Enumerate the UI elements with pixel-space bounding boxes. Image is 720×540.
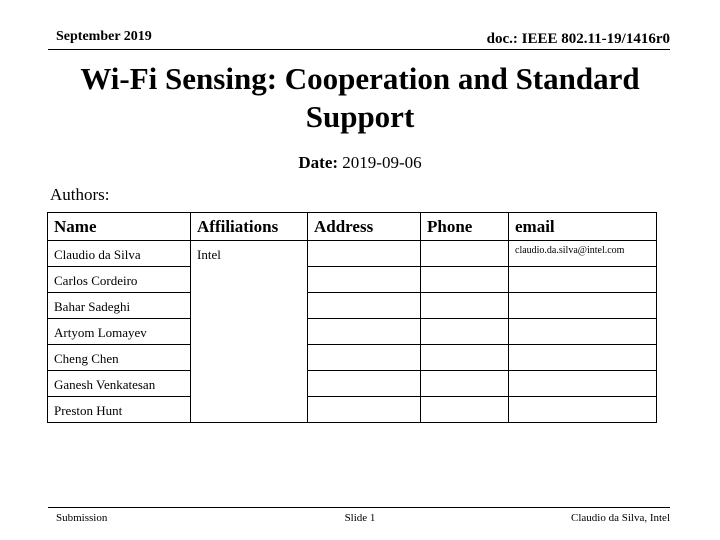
footer-author: Claudio da Silva, Intel bbox=[571, 512, 670, 524]
author-name: Preston Hunt bbox=[48, 397, 191, 423]
author-email bbox=[509, 293, 657, 319]
column-header-name: Name bbox=[48, 213, 191, 241]
date-label: Date: bbox=[298, 153, 339, 172]
column-header-phone: Phone bbox=[421, 213, 509, 241]
table-row bbox=[48, 345, 657, 371]
author-phone bbox=[421, 293, 509, 319]
slide-number: Slide 1 bbox=[344, 512, 376, 524]
column-header-address: Address bbox=[308, 213, 421, 241]
author-address bbox=[308, 267, 421, 293]
author-email bbox=[509, 267, 657, 293]
author-name: Ganesh Venkatesan bbox=[48, 371, 191, 397]
author-name: Claudio da Silva bbox=[48, 241, 191, 267]
author-phone bbox=[421, 371, 509, 397]
author-address bbox=[308, 319, 421, 345]
author-phone bbox=[421, 345, 509, 371]
footer-submission: Submission bbox=[56, 512, 108, 524]
author-name: Bahar Sadeghi bbox=[48, 293, 191, 319]
table-row bbox=[48, 293, 657, 319]
author-address bbox=[308, 371, 421, 397]
date-line bbox=[0, 153, 720, 173]
author-email bbox=[509, 397, 657, 423]
author-phone bbox=[421, 267, 509, 293]
author-address bbox=[308, 345, 421, 371]
author-email bbox=[509, 371, 657, 397]
table-row bbox=[48, 397, 657, 423]
column-header-affiliations: Affiliations bbox=[191, 213, 308, 241]
header-date: September 2019 bbox=[56, 29, 152, 44]
authors-label: Authors: bbox=[50, 185, 110, 204]
author-address bbox=[308, 241, 421, 267]
author-phone bbox=[421, 319, 509, 345]
author-name: Artyom Lomayev bbox=[48, 319, 191, 345]
footer-divider bbox=[48, 507, 670, 508]
author-name: Cheng Chen bbox=[48, 345, 191, 371]
column-header-email: email bbox=[509, 213, 657, 241]
document-id: doc.: IEEE 802.11-19/1416r0 bbox=[486, 31, 670, 47]
table-row bbox=[48, 371, 657, 397]
date-value: 2019-09-06 bbox=[342, 153, 422, 172]
slide-title-line-2: Support bbox=[305, 99, 415, 134]
author-email: claudio.da.silva@intel.com bbox=[509, 241, 657, 267]
header-divider bbox=[48, 49, 670, 50]
author-name: Carlos Cordeiro bbox=[48, 267, 191, 293]
slide-title bbox=[40, 60, 680, 136]
table-header-row bbox=[48, 213, 657, 241]
author-address bbox=[308, 293, 421, 319]
table-row bbox=[48, 241, 657, 267]
author-affiliation: Intel bbox=[191, 241, 308, 423]
author-email bbox=[509, 345, 657, 371]
table-row bbox=[48, 319, 657, 345]
author-email bbox=[509, 319, 657, 345]
author-address bbox=[308, 397, 421, 423]
author-phone bbox=[421, 397, 509, 423]
table-row bbox=[48, 267, 657, 293]
authors-table bbox=[47, 212, 657, 423]
slide-title-line-1: Wi-Fi Sensing: Cooperation and Standard bbox=[80, 61, 640, 96]
author-phone bbox=[421, 241, 509, 267]
